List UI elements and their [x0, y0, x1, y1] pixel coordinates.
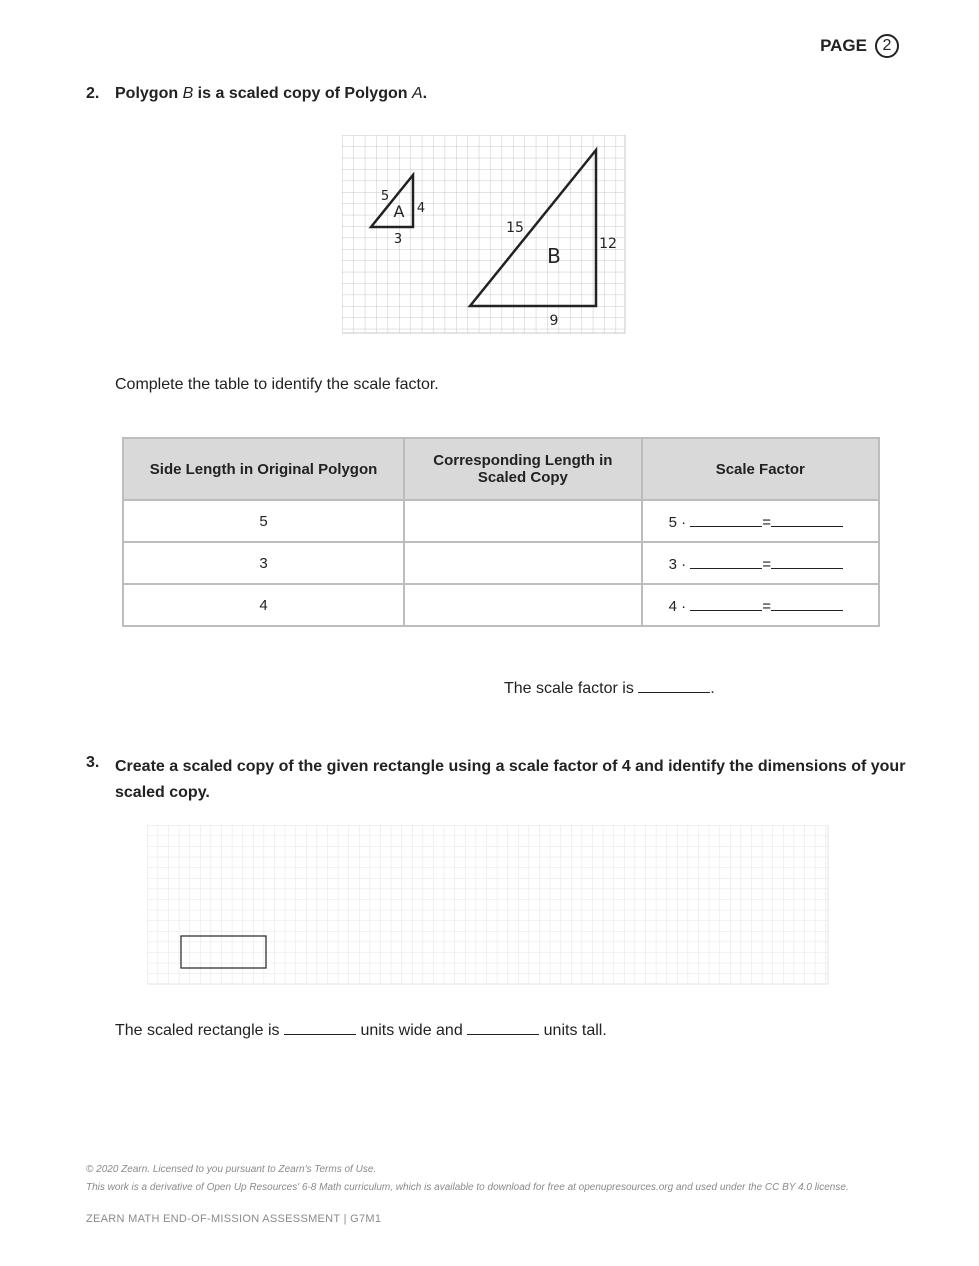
question-number: 3. — [86, 754, 100, 771]
table-row — [123, 584, 879, 626]
label-a-base: 3 — [393, 232, 403, 247]
scaled-length-cell[interactable] — [404, 500, 642, 542]
width-answer-blank[interactable] — [284, 1020, 356, 1035]
scale-factor-cell: 3 · = — [642, 542, 879, 584]
answer-blank[interactable] — [771, 596, 843, 611]
license-text: This work is a derivative of Open Up Resources' 6-8 Math curriculum, which is available to download for free at openupresources.org and used under the CC BY 4.0 license. — [86, 1182, 849, 1193]
assessment-footer: ZEARN MATH END-OF-MISSION ASSESSMENT | G7M1 — [86, 1213, 382, 1225]
table-instruction: Complete the table to identify the scale factor. — [115, 376, 439, 393]
height-answer-blank[interactable] — [467, 1020, 539, 1035]
scale-factor-cell: 5 · = — [642, 500, 879, 542]
answer-blank[interactable] — [690, 596, 762, 611]
scale-factor-conclusion: The scale factor is . — [504, 680, 715, 697]
scale-factor-cell: 4 · = — [642, 584, 879, 626]
question-text: Create a scaled copy of the given rectangle using a scale factor of 4 and identify the dimensions of your scaled copy. — [115, 758, 906, 801]
label-a: A — [393, 202, 405, 221]
table-row — [123, 542, 879, 584]
label-b-base: 9 — [549, 313, 559, 329]
page-word: PAGE — [820, 36, 867, 55]
original-length: 4 — [123, 584, 404, 626]
page-number-badge: 2 — [875, 34, 899, 58]
table-header-row — [123, 438, 879, 500]
original-length: 3 — [123, 542, 404, 584]
table-row — [123, 500, 879, 542]
answer-blank[interactable] — [771, 554, 843, 569]
answer-blank[interactable] — [690, 512, 762, 527]
question-text: Polygon B is a scaled copy of Polygon A. — [115, 85, 428, 102]
original-length: 5 — [123, 500, 404, 542]
scaled-length-cell[interactable] — [404, 584, 642, 626]
label-b-height: 12 — [599, 236, 617, 252]
label-b: B — [547, 244, 561, 268]
copyright-text: © 2020 Zearn. Licensed to you pursuant to Zearn's Terms of Use. — [86, 1164, 377, 1175]
header-original: Side Length in Original Polygon — [123, 438, 404, 500]
question-number: 2. — [86, 85, 100, 102]
answer-blank[interactable] — [690, 554, 762, 569]
header-scale-factor: Scale Factor — [642, 438, 879, 500]
page-indicator — [820, 34, 899, 58]
header-scaled: Corresponding Length in Scaled Copy — [404, 438, 642, 500]
drawing-grid[interactable] — [147, 825, 829, 985]
label-b-hyp: 15 — [506, 220, 524, 236]
answer-blank[interactable] — [638, 678, 710, 693]
polygon-figure — [342, 135, 626, 334]
label-a-height: 4 — [416, 201, 426, 216]
scale-factor-table — [122, 437, 880, 627]
grid-background — [147, 825, 828, 984]
answer-blank[interactable] — [771, 512, 843, 527]
scaled-length-cell[interactable] — [404, 542, 642, 584]
label-a-hyp: 5 — [380, 189, 390, 204]
scaled-rectangle-answer: The scaled rectangle is units wide and units tall. — [115, 1022, 607, 1039]
